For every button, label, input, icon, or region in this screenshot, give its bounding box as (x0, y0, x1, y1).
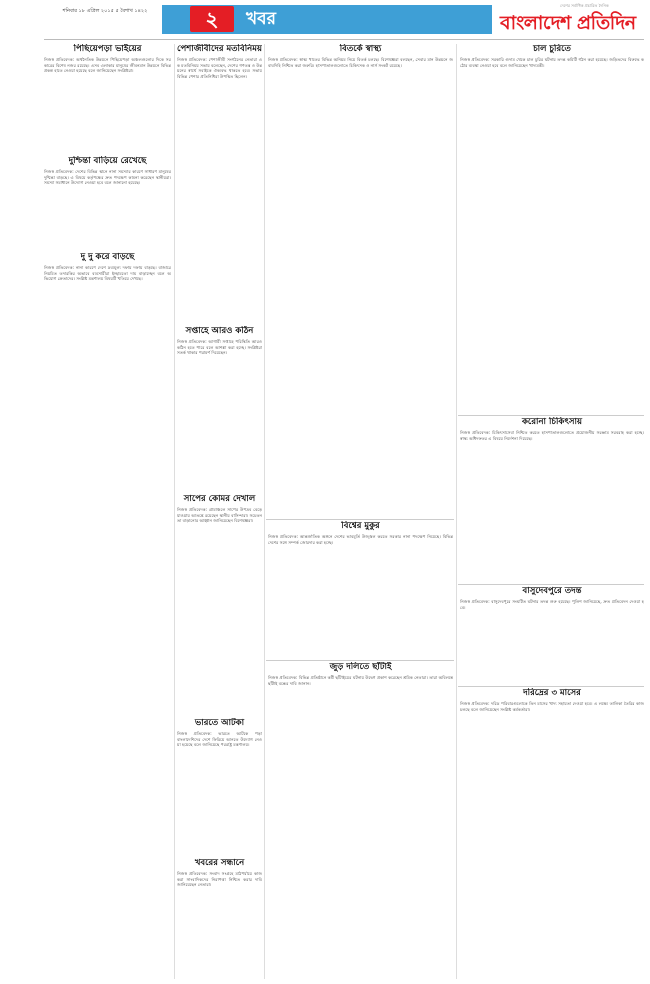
article-headline: সাপের কোমর দেখাল (183, 494, 256, 504)
article (460, 586, 644, 685)
article-body: নিজস্ব প্রতিবেদক: আন্তর্জাতিক অঙ্গনে দেশের ভাবমূর্তি উজ্জ্বল করতে সরকার নানা পদক্ষেপ নিয়েছে। বিভিন্ন দেশের সঙ্গে সম্পর্ক জোরদার করা হচ্ছে। (268, 534, 453, 545)
article-headline: বিশ্বের মুকুর (341, 521, 380, 531)
article-headline: ভারতে আটকা (194, 718, 245, 728)
column-divider (174, 44, 175, 979)
article (44, 44, 171, 156)
article-body: নিজস্ব প্রতিবেদক: দরিদ্র পরিবারগুলোকে তিন মাসের খাদ্য সহায়তা দেওয়া হবে। এ লক্ষ্যে তালিকা তৈরির কাজ চলছে বলে জানিয়েছেন সংশ্লিষ্ট কর্মকর্তারা। (460, 701, 644, 712)
row-divider (266, 519, 454, 520)
tagline: দেশের সর্বাধিক প্রচারিত দৈনিক (560, 3, 609, 8)
article (177, 858, 262, 979)
article-headline: দুশ্চিন্তা বাড়িয়ে রেখেছে (68, 156, 147, 166)
article (268, 521, 453, 659)
article (177, 718, 262, 858)
newspaper-logo: বাংলাদেশ প্রতিদিন (500, 12, 636, 34)
article-headline: চাল চুরিতে (533, 44, 571, 54)
date-line: শনিবার ১৮ এপ্রিল ২০১৫ ৫ বৈশাখ ১৪২২ (62, 8, 148, 14)
article (268, 44, 453, 518)
article-headline: বাসুদেবপুরে তদন্ত (522, 586, 582, 596)
article-body: নিজস্ব প্রতিবেদক: সরকারি গুদাম থেকে চাল চুরির ঘটনায় তদন্ত কমিটি গঠন করা হয়েছে। জড়িতদের বিরুদ্ধে কঠোর ব্যবস্থা নেওয়া হবে বলে জানিয়েছেন খাদ্যমন্ত্রী। (460, 57, 644, 68)
article-body: নিজস্ব প্রতিবেদক: অর্থনৈতিক উন্নয়নে পিছিয়েপড়া অঞ্চলগুলোর দিকে সরকারের বিশেষ নজর রয়েছে। এসব এলাকার মানুষের জীবনমান উন্নয়নে বিভিন্ন প্রকল্প হাতে নেওয়া হয়েছে বলে জানিয়েছেন সংশ্লিষ্টরা। (44, 57, 171, 74)
section-title: খবর (246, 9, 276, 29)
article-body: নিজস্ব প্রতিবেদক: বাসুদেবপুরে সংঘটিত ঘটনার তদন্ত শুরু হয়েছে। পুলিশ জানিয়েছে, দ্রুত প্রতিবেদন দেওয়া হবে। (460, 599, 644, 610)
article (177, 494, 262, 718)
row-divider (458, 584, 644, 585)
article-headline: খবরের সন্ধানে (194, 858, 245, 868)
article-body: নিজস্ব প্রতিবেদক: গ্রামাঞ্চলে সাপের উপদ্রব বেড়ে যাওয়ায় আতঙ্কে রয়েছেন স্থানীয় বাসিন্দারা। সচেতনতা বাড়ানোর আহ্বান জানিয়েছেন বিশেষজ্ঞরা। (177, 507, 262, 524)
article-headline: জুড় দলিতে ছাঁটাই (329, 662, 392, 672)
article-headline: করোনা চিকিৎসায় (521, 417, 583, 427)
article-headline: সপ্তাহে আরও কঠিন (185, 326, 254, 336)
article (177, 44, 262, 326)
article (44, 252, 171, 979)
row-divider (458, 686, 644, 687)
article-headline: বিতর্কে স্বাস্থ্য (339, 44, 382, 54)
article-headline: পেশাজীবীদের মতবিনিময় (177, 44, 262, 54)
page-number: ২ (190, 6, 234, 32)
article-body: নিজস্ব প্রতিবেদক: বিভিন্ন প্রতিষ্ঠানে কর্মী ছাঁটাইয়ের ঘটনায় উদ্বেগ প্রকাশ করেছেন শ্রমিক নেতারা। তারা অবিলম্বে ছাঁটাই বন্ধের দাবি জানান। (268, 675, 453, 686)
article-body: নিজস্ব প্রতিবেদক: সংবাদ সংগ্রহে মাঠপর্যায়ে কাজ করা সাংবাদিকদের নিরাপত্তা নিশ্চিত করার দাবি জানিয়েছেন নেতারা। (177, 871, 262, 888)
article-headline: দরিদ্রের ৩ মাসের (523, 688, 581, 698)
masthead (0, 0, 650, 44)
article-body: নিজস্ব প্রতিবেদক: ভারতে আটকে পড়া বাংলাদেশিদের দেশে ফিরিয়ে আনতে উদ্যোগ নেওয়া হয়েছে বলে জানিয়েছে পররাষ্ট্র মন্ত্রণালয়। (177, 731, 262, 748)
article (44, 156, 171, 252)
article-body: নিজস্ব প্রতিবেদক: চিকিৎসাসেবা নিশ্চিত করতে হাসপাতালগুলোতে প্রয়োজনীয় সরঞ্জাম সরবরাহ করা হচ্ছে। স্বাস্থ্য অধিদফতর এ বিষয়ে নির্দেশনা দিয়েছে। (460, 430, 644, 441)
header-rule (44, 39, 644, 40)
article (268, 662, 453, 979)
article-headline: পিছিয়েপড়া ভাইয়ের (73, 44, 142, 54)
article (460, 688, 644, 979)
article-body: নিজস্ব প্রতিবেদক: আগামী সপ্তাহে পরিস্থিতি আরও কঠিন হতে পারে বলে আশঙ্কা করা হচ্ছে। সংশ্লিষ্টরা সতর্ক থাকার পরামর্শ দিয়েছেন। (177, 339, 262, 356)
article-body: নিজস্ব প্রতিবেদক: নানা কারণে দেশে দ্রব্যমূল্য দফায় দফায় বাড়ছে। বাজারে নিয়মিত তদারকির অভাবে ব্যবসায়ীরা ইচ্ছামতো দাম বাড়াচ্ছেন বলে অভিযোগ ক্রেতাদের। সংশ্লিষ্ট মন্ত্রণালয় বিষয়টি খতিয়ে দেখছে। (44, 265, 171, 282)
article (460, 417, 644, 583)
row-divider (266, 660, 454, 661)
article-body: নিজস্ব প্রতিবেদক: স্বাস্থ্য খাতের বিভিন্ন অনিয়ম নিয়ে বিতর্ক চলছে। বিশেষজ্ঞরা বলছেন, সেবার মান উন্নয়নে জবাবদিহি নিশ্চিত করা জরুরি। হাসপাতালগুলোতে চিকিৎসক ও নার্স সংকট রয়েছে। (268, 57, 453, 68)
article-body: নিজস্ব প্রতিবেদক: দেশের বিভিন্ন স্থানে নানা সমস্যার কারণে সাধারণ মানুষের দুশ্চিন্তা বাড়ছে। এ বিষয়ে কর্তৃপক্ষের দ্রুত পদক্ষেপ কামনা করেছেন স্থানীয়রা। সমস্যা সমাধানে উদ্যোগ নেওয়া হবে বলে জানানো হয়েছে। (44, 169, 171, 186)
article-headline: দু দু করে বাড়ছে (80, 252, 135, 262)
column-divider (264, 44, 265, 979)
article-body: নিজস্ব প্রতিবেদক: পেশাজীবী সংগঠনের নেতারা এক মতবিনিময় সভায় বলেছেন, দেশের গণতন্ত্র ও উন্নয়নের স্বার্থে সবাইকে ঐক্যবদ্ধ থাকতে হবে। সভায় বিভিন্ন পেশার প্রতিনিধিরা উপস্থিত ছিলেন। (177, 57, 262, 79)
row-divider (458, 415, 644, 416)
column-divider (456, 44, 457, 979)
article (460, 44, 644, 414)
article (177, 326, 262, 494)
